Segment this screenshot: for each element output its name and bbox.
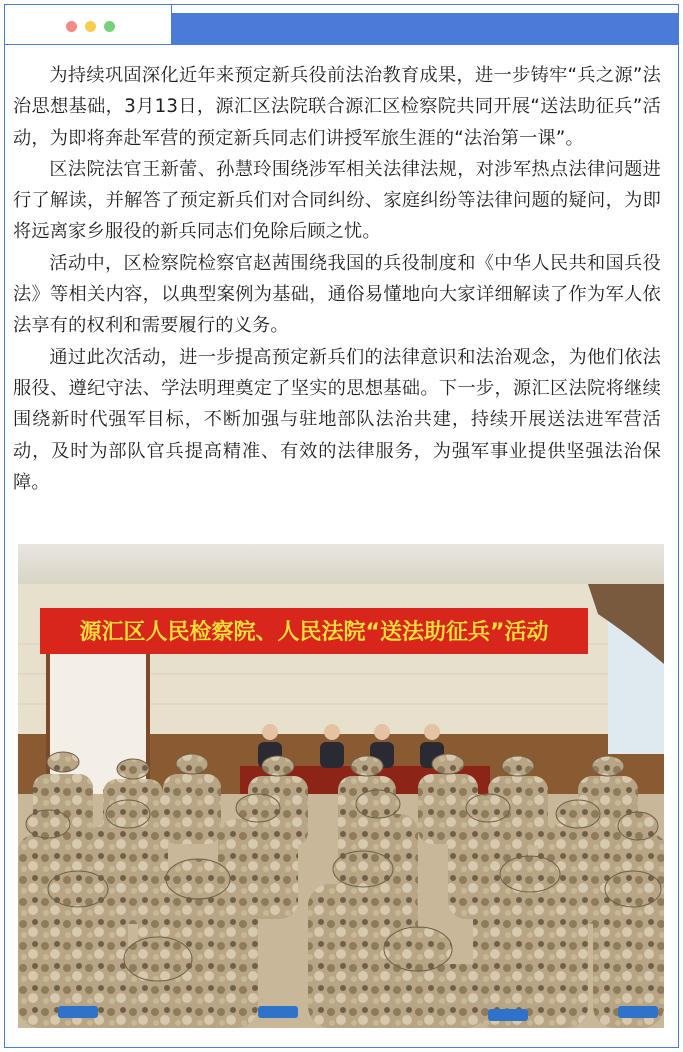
maximize-dot-icon[interactable]	[104, 21, 115, 32]
article-paragraph: 为持续巩固深化近年来预定新兵役前法治教育成果，进一步铸牢“兵之源”法治思想基础，3月13日，源汇区法院联合源汇区检察院共同开展“送法助征兵”活动，为即将奔赴军营的预定新兵同志们讲授军旅生涯的“法治第一课”。	[13, 65, 661, 149]
window-title-bar	[5, 5, 678, 45]
article-body	[13, 60, 661, 498]
article-paragraph: 活动中，区检察院检察官赵茜围绕我国的兵役制度和《中华人民共和国兵役法》等相关内容，以典型案例为基础，通俗易懂地向大家详细解读了作为军人依法享有的权利和需要履行的义务。	[13, 252, 661, 337]
event-photo	[18, 544, 664, 1028]
minimize-dot-icon[interactable]	[85, 21, 96, 32]
article-paragraph: 区法院法官王新蕾、孙慧玲围绕涉军相关法律法规，对涉军热点法律问题进行了解读，并解答了预定新兵们对合同纠纷、家庭纠纷等法律问题的疑问，为即将远离家乡服役的新兵同志们免除后顾之忧。	[13, 158, 661, 243]
banner-text: 源汇区人民检察院、人民法院“送法助征兵”活动	[79, 620, 549, 645]
event-photo-illustration	[18, 544, 664, 1028]
close-dot-icon[interactable]	[66, 21, 77, 32]
title-bar-accent	[172, 13, 678, 45]
article-paragraph: 通过此次活动，进一步提高预定新兵们的法律意识和法治观念，为他们依法服役、遵纪守法、学法明理奠定了坚实的思想基础。下一步，源汇区法院将继续围绕新时代强军目标，不断加强与驻地部队法治共建，持续开展送法进军营活动，及时为部队官兵提高精准、有效的法律服务，为强军事业提供坚强法治保障。	[13, 346, 661, 493]
window-tab	[5, 5, 172, 45]
